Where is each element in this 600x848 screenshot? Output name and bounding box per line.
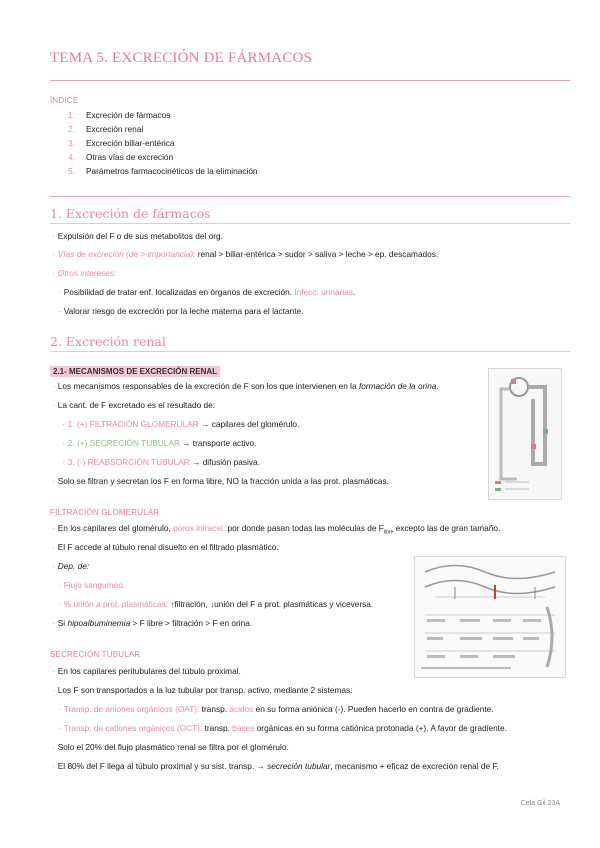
s1-line-1: · Expulsión del F o de sus metabolitos del org.	[52, 231, 223, 242]
fg-line-2: · El F accede al túbulo renal disuelto en el filtrado plasmático.	[52, 542, 279, 553]
st-heading: SECRECIÓN TUBULAR	[50, 650, 141, 659]
index-item	[68, 152, 258, 163]
tubule-figure	[414, 556, 566, 678]
st-line-1: · En los capilares peritubulares del túbulo proximal.	[52, 666, 241, 677]
mechanism-1: · 1. (+) FILTRACIÓN GLOMERULAR → capilares del glomérulo.	[62, 419, 299, 430]
index-item-number: 5.	[68, 166, 75, 176]
footer-author: Cela Gil 23A	[520, 800, 560, 807]
index-item-label: Parámetros farmacocinéticos de la eliminación	[86, 166, 258, 176]
s2-line-3: · Solo se filtran y secretan los F en forma libre, NO la fracción unida a las prot. plasmáticas.	[52, 476, 389, 487]
s1-line-5: · Valorar riesgo de excreción por la leche materna para el lactante.	[58, 306, 303, 317]
nephron-figure	[488, 368, 562, 500]
st-line-5: · Solo el 20% del flujo plasmático renal se filtra por el glomérulo.	[52, 742, 289, 753]
index-item-label: Excreción renal	[86, 124, 144, 134]
index-divider	[50, 196, 570, 197]
title-divider	[50, 80, 570, 81]
index-item-label: Excreción de fármacos	[86, 110, 171, 120]
st-line-2: · Los F son transportados a la luz tubular por transp. activo, mediante 2 sistemas:	[52, 685, 352, 696]
page-title: TEMA 5. EXCRECIÓN DE FÁRMACOS	[50, 50, 313, 66]
fg-line-6: · Si hipoalbuminemia > F libre > filtración > F en orina.	[52, 618, 252, 629]
section-2-underline	[50, 351, 570, 352]
fg-heading: FILTRACIÓN GLOMERULAR	[50, 508, 160, 517]
index-item-label: Otras vías de excreción	[86, 152, 174, 162]
fg-line-1: · En los capilares del glomérulo, poros intracel. por donde pasan todas las moléculas de $F_{libre}$ excepto las de gran tamaño.	[52, 523, 500, 539]
st-line-6: · El 80% del F llega al túbulo proximal y su sist. transp. → secreción tubular, mecanismo + eficaz de excreción renal de F.	[52, 761, 499, 772]
index-item-number: 4.	[68, 152, 75, 162]
subsection-2-1-heading: 2.1- MECANISMOS DE EXCRECIÓN RENAL	[50, 361, 220, 379]
section-2-heading: 2. Excreción renal	[50, 334, 166, 349]
mechanism-3: · 3. (-) REABSORCIÓN TUBULAR → difusión pasiva.	[62, 457, 260, 468]
index-item	[68, 110, 258, 121]
index-item	[68, 166, 258, 177]
index-item-label: Excreción biliar-entérica	[86, 138, 175, 148]
tubule-diagram	[415, 557, 565, 677]
index-item-number: 2.	[68, 124, 75, 134]
nephron-diagram	[489, 369, 561, 499]
section-1-underline	[50, 223, 570, 224]
fg-line-5: · % unión a prot. plasmáticas: ↑filtración, ↓unión del F a prot. plasmáticas y viceversa.	[58, 599, 373, 610]
s2-line-2: · La cant. de F excretado es el resultado de:	[52, 400, 215, 411]
st-line-4: · Transp. de cationes orgánicos (OCT): transp. bases orgánicas en su forma catiónica protonada (+). A favor de gradiente.	[58, 723, 507, 734]
fg-line-3: · Dep. de:	[52, 561, 89, 572]
index-heading: ÍNDICE	[50, 96, 79, 105]
st-line-3: · Transp. de aniones orgánicos (OAT): transp. ácidos en su forma aniónica (-). Pueden hacerlo en contra de gradiente.	[58, 704, 494, 715]
index-item-number: 1.	[68, 110, 75, 120]
fg-line-4: · Flujo sanguíneo.	[58, 580, 125, 591]
s1-line-3: · Otros intereses:	[52, 268, 116, 279]
section-1-heading: 1. Excreción de fármacos	[50, 206, 211, 221]
index-item	[68, 138, 258, 149]
index-item-number: 3.	[68, 138, 75, 148]
s1-line-2: · Vías de excreción (de > importancia): renal > biliar-entérica > sudor > saliva > leche > ep. descamados.	[52, 249, 438, 260]
s1-line-4: · Posibilidad de tratar enf. localizadas en órganos de excreción. Infecc. urinarias.	[58, 287, 355, 298]
mechanism-2: · 2. (+) SECRECIÓN TUBULAR → transporte activo.	[62, 438, 256, 449]
index-item	[68, 124, 258, 135]
s2-line-1: · Los mecanismos responsables de la excreción de F son los que intervienen en la formación de la orina.	[52, 381, 439, 392]
index-list	[68, 110, 258, 180]
